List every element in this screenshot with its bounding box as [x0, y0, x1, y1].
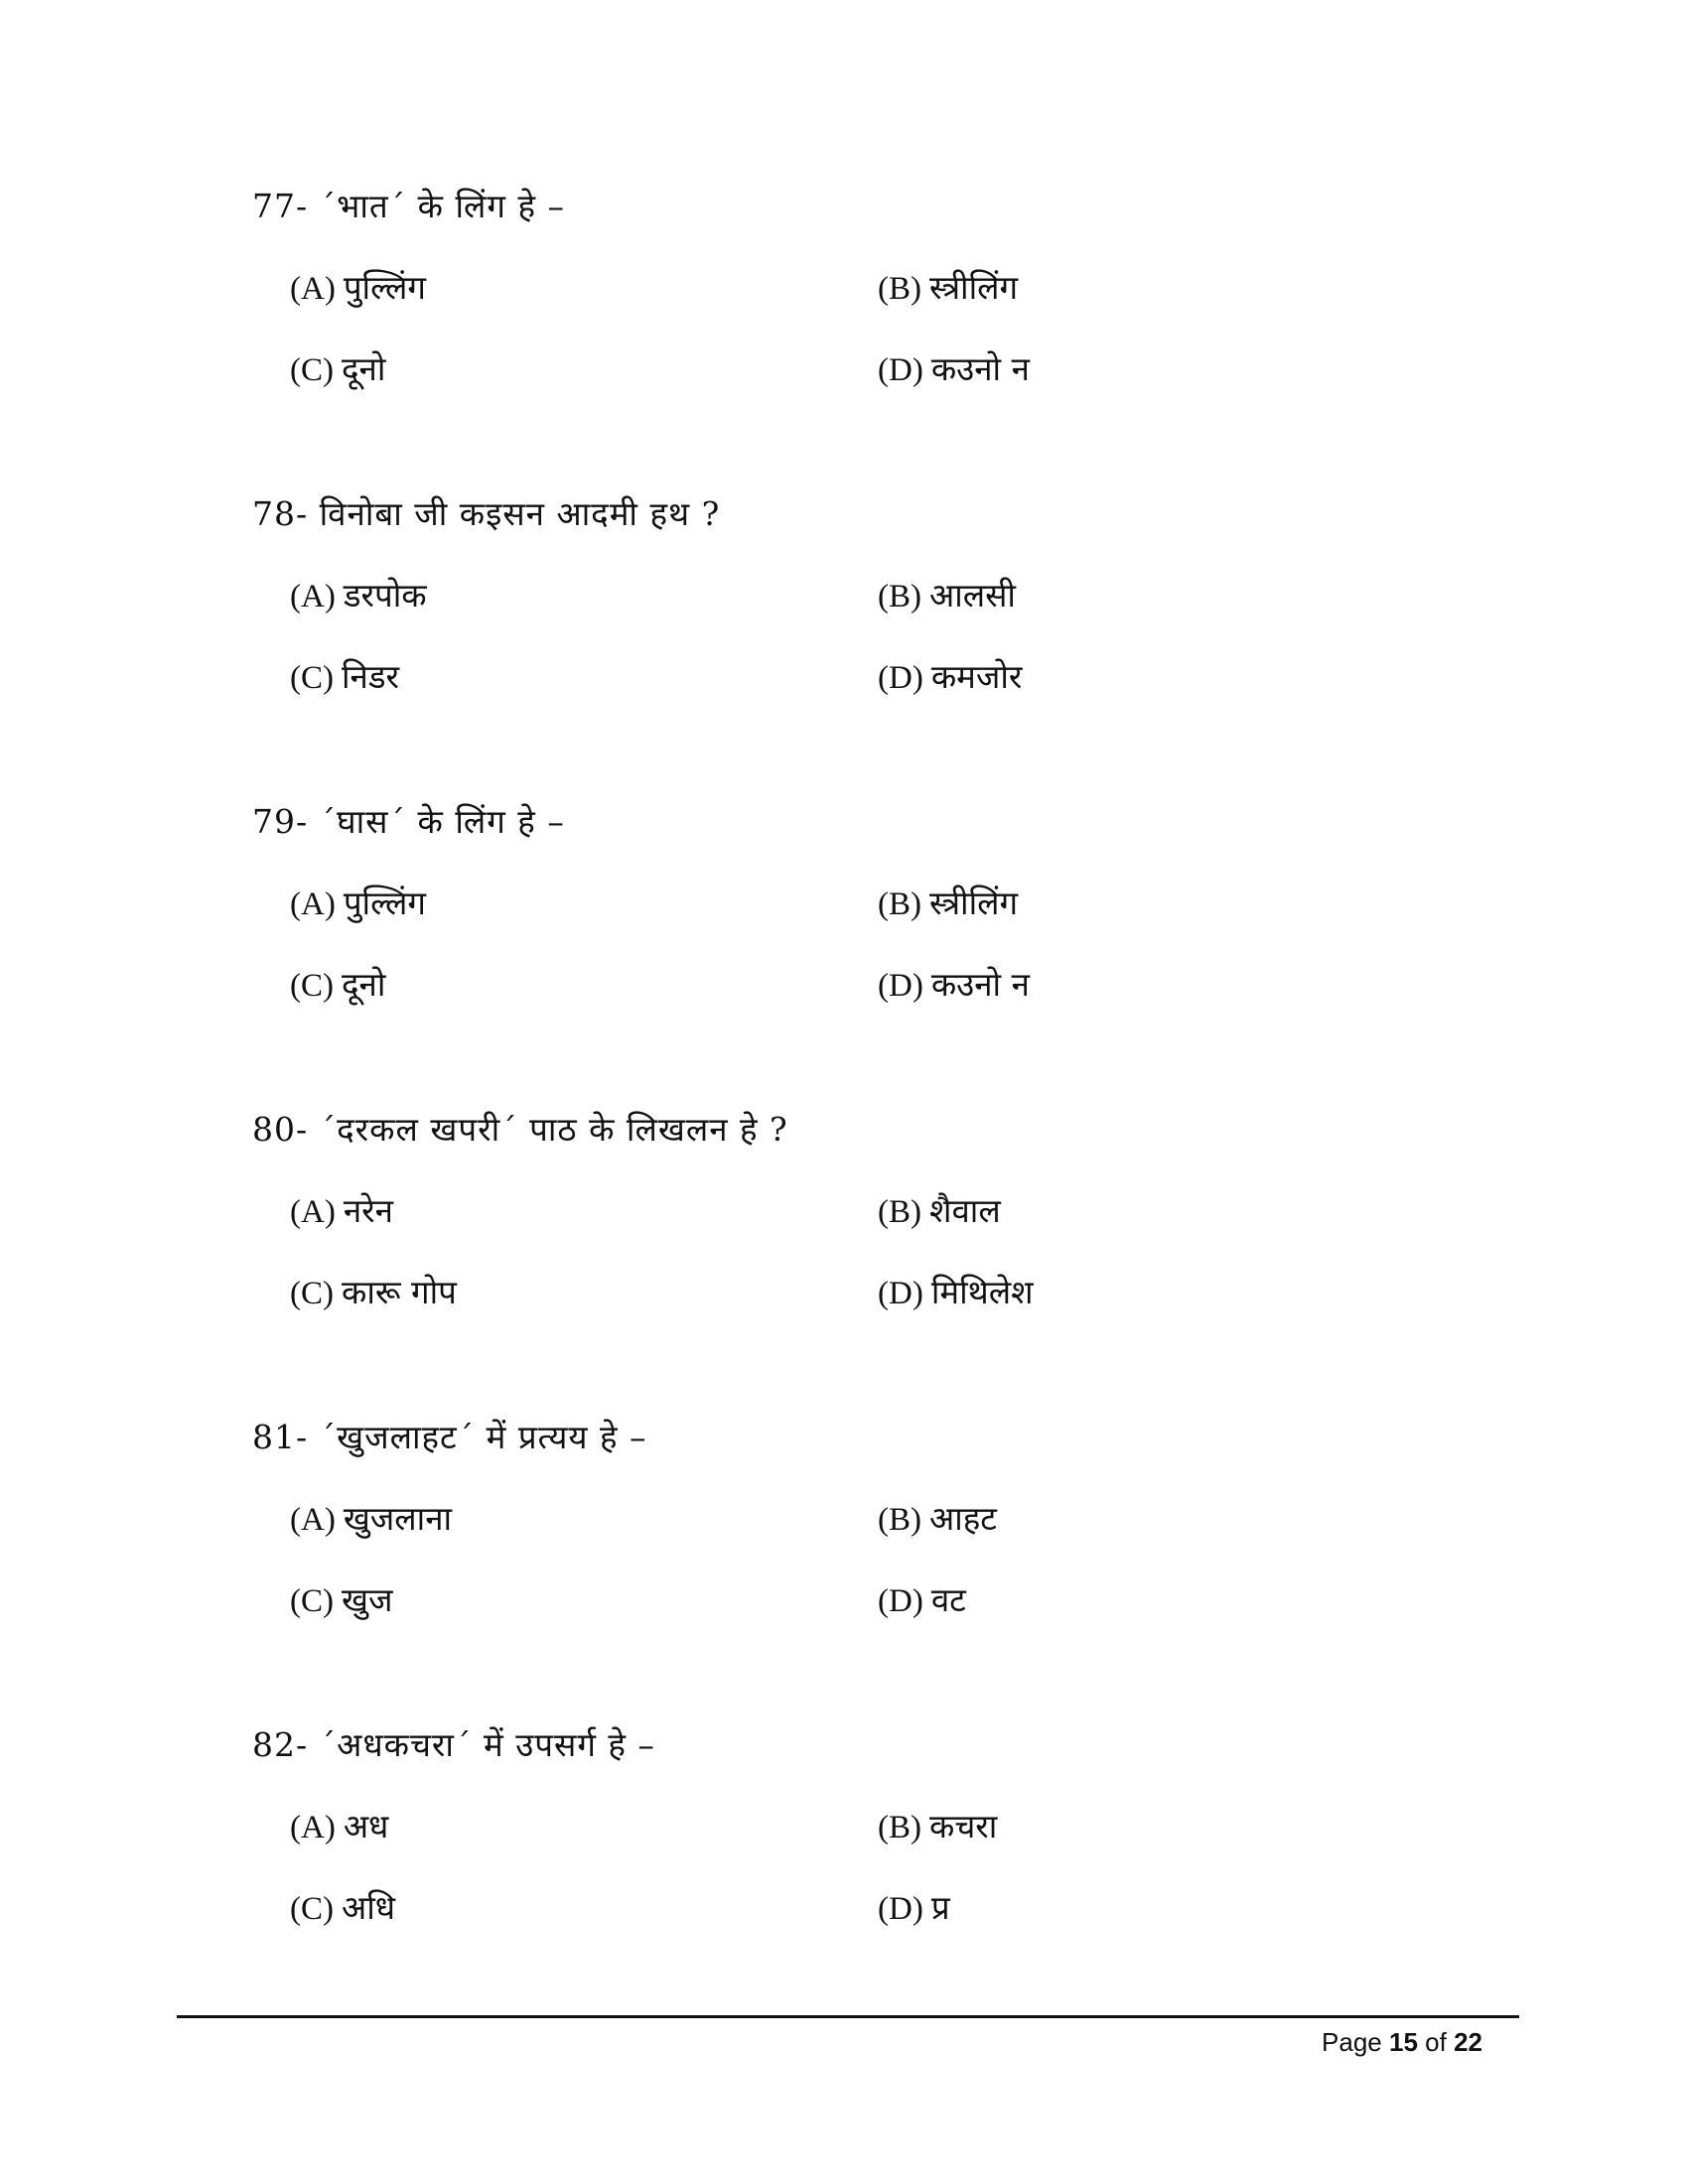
option-text: कमजोर [930, 657, 1023, 696]
option-a [290, 884, 426, 924]
option-d [878, 1273, 1034, 1313]
option-d [878, 1580, 966, 1621]
total-pages: 22 [1454, 2027, 1482, 2057]
question-78 [252, 494, 1543, 733]
question-text: 79- ´घास´ के लिंग हे – [252, 802, 565, 841]
option-text: स्त्रीलिंग [929, 884, 1019, 922]
option-label: (A) [290, 579, 336, 614]
option-label: (D) [878, 968, 923, 1004]
option-text: कउनो न [930, 349, 1030, 388]
option-text: दूनो [342, 965, 386, 1004]
option-label: (B) [878, 579, 921, 614]
option-label: (A) [290, 1810, 336, 1845]
option-c [290, 1273, 457, 1313]
option-text: पुल्लिंग [343, 268, 426, 307]
option-text: आलसी [929, 576, 1016, 614]
option-label: (B) [878, 887, 921, 922]
question-text: 82- ´अधकचरा´ में उपसर्ग हे – [252, 1725, 655, 1764]
question-text: 77- ´भात´ के लिंग हे – [252, 187, 566, 225]
page-number [1322, 2025, 1482, 2059]
option-label: (A) [290, 271, 336, 307]
option-text: मिथिलेश [930, 1273, 1034, 1311]
option-text: डरपोक [343, 576, 427, 614]
option-label: (D) [878, 1583, 923, 1619]
option-label: (C) [290, 1583, 334, 1619]
option-c [290, 1888, 395, 1929]
option-text: खुजलाना [343, 1499, 453, 1538]
option-text: अध [343, 1807, 389, 1845]
option-label: (D) [878, 1276, 923, 1311]
option-label: (C) [290, 660, 334, 696]
option-text: आहट [929, 1499, 997, 1538]
option-a [290, 268, 426, 309]
option-label: (B) [878, 1502, 921, 1538]
option-a [290, 576, 427, 616]
option-b [878, 1499, 997, 1540]
option-b [878, 576, 1016, 616]
option-label: (B) [878, 1810, 921, 1845]
option-text: स्त्रीलिंग [929, 268, 1019, 307]
option-d [878, 965, 1030, 1006]
option-label: (B) [878, 271, 921, 307]
option-text: दूनो [342, 349, 386, 388]
option-text: अधि [342, 1888, 396, 1927]
option-label: (B) [878, 1194, 921, 1230]
option-a [290, 1191, 393, 1232]
option-label: (C) [290, 968, 334, 1004]
option-b [878, 268, 1018, 309]
option-label: (A) [290, 887, 336, 922]
option-text: वट [930, 1580, 966, 1619]
option-d [878, 657, 1022, 698]
option-label: (C) [290, 352, 334, 388]
question-text: 81- ´खुजलाहट´ में प्रत्यय हे – [252, 1418, 647, 1456]
option-b [878, 1807, 997, 1847]
option-text: निडर [342, 657, 400, 696]
question-text: 78- विनोबा जी कइसन आदमी हथ ? [252, 494, 721, 533]
option-a [290, 1807, 388, 1847]
option-d [878, 1888, 950, 1929]
option-text: प्र [930, 1888, 950, 1927]
option-c [290, 965, 385, 1006]
question-77 [252, 187, 1543, 425]
option-label: (D) [878, 352, 923, 388]
question-82 [252, 1725, 1543, 1964]
question-80 [252, 1110, 1543, 1348]
option-b [878, 884, 1018, 924]
question-79 [252, 802, 1543, 1040]
current-page: 15 [1389, 2027, 1418, 2057]
option-label: (D) [878, 660, 923, 696]
option-label: (A) [290, 1194, 336, 1230]
option-text: कचरा [929, 1807, 998, 1845]
footer-divider [177, 2015, 1519, 2018]
option-text: नरेन [343, 1191, 393, 1230]
option-text: पुल्लिंग [343, 884, 426, 922]
of-word: of [1425, 2027, 1447, 2057]
option-text: खुज [342, 1580, 393, 1619]
option-label: (D) [878, 1891, 923, 1927]
option-text: कारू गोप [342, 1273, 457, 1311]
question-81 [252, 1418, 1543, 1656]
option-label: (C) [290, 1891, 334, 1927]
option-c [290, 657, 399, 698]
option-text: शैवाल [929, 1191, 1001, 1230]
option-text: कउनो न [930, 965, 1030, 1004]
option-c [290, 1580, 392, 1621]
page-word: Page [1322, 2027, 1382, 2057]
option-d [878, 349, 1030, 390]
question-text: 80- ´दरकल खपरी´ पाठ के लिखलन हे ? [252, 1110, 788, 1149]
option-c [290, 349, 385, 390]
option-a [290, 1499, 452, 1540]
option-label: (A) [290, 1502, 336, 1538]
option-label: (C) [290, 1276, 334, 1311]
option-b [878, 1191, 1001, 1232]
